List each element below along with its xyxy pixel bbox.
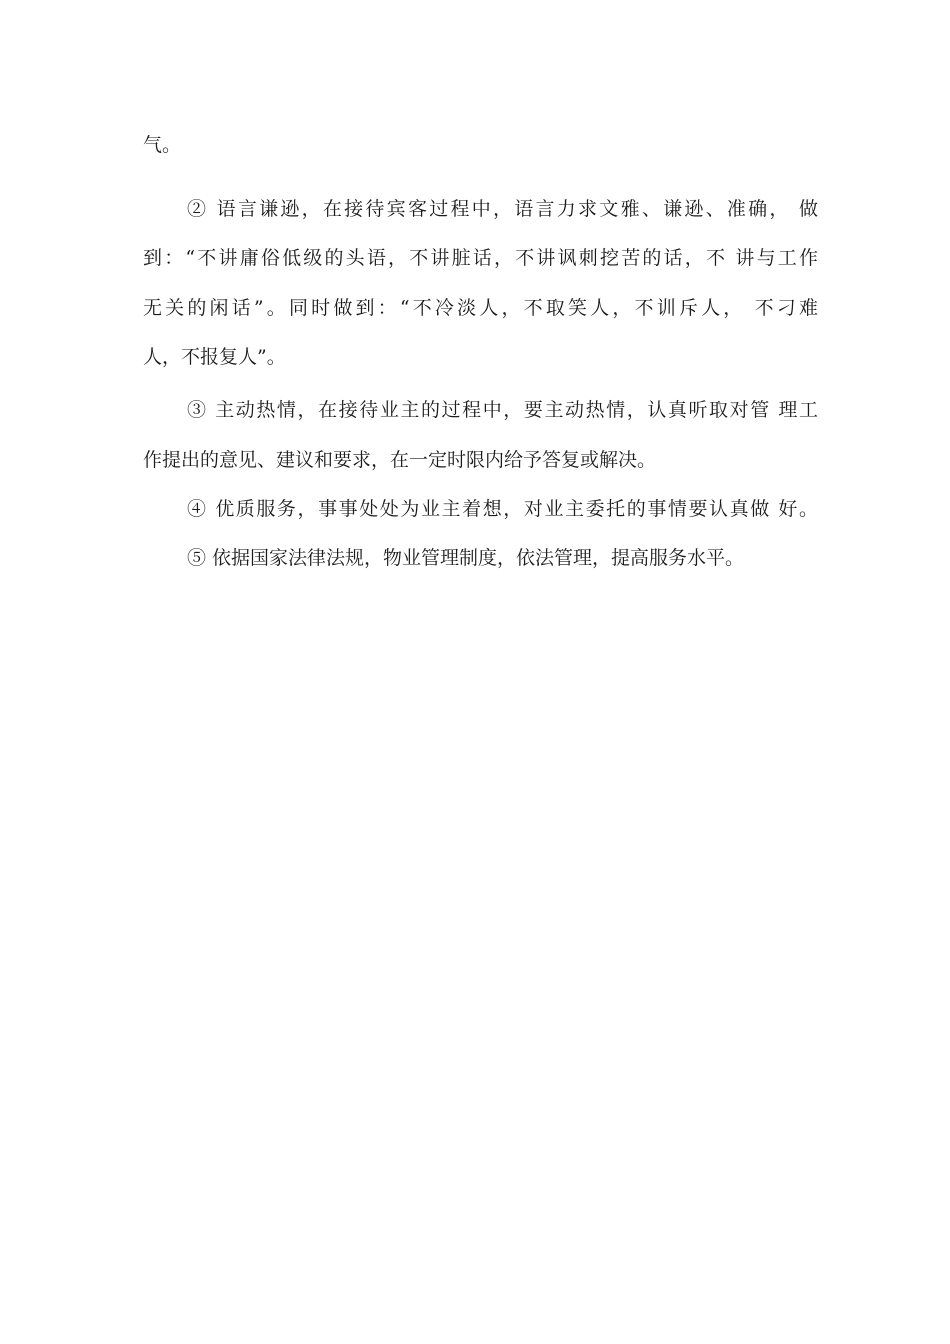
text-line-4: 无关的闲话”。同时做到：“不冷淡人，不取笑人，不训斥人， 不刁难 bbox=[143, 297, 818, 319]
text-line-7: 作提出的意见、建议和要求，在一定时限内给予答复或解决。 bbox=[143, 449, 657, 471]
text-line-3: 到：“不讲庸俗低级的头语，不讲脏话，不讲讽刺挖苦的话，不 讲与工作 bbox=[143, 247, 818, 269]
text-line-2: ② 语言谦逊，在接待宾客过程中，语言力求文雅、谦逊、准确， 做 bbox=[187, 198, 818, 220]
text-line-6: ③ 主动热情，在接待业主的过程中，要主动热情，认真听取对管 理工 bbox=[187, 399, 818, 421]
text-line-8: ④ 优质服务，事事处处为业主着想，对业主委托的事情要认真做 好。 bbox=[187, 498, 818, 520]
text-line-1: 气。 bbox=[143, 134, 182, 156]
text-line-9: ⑤ 依据国家法律法规，物业管理制度，依法管理，提高服务水平。 bbox=[187, 547, 745, 569]
text-line-5: 人，不报复人”。 bbox=[143, 346, 286, 368]
